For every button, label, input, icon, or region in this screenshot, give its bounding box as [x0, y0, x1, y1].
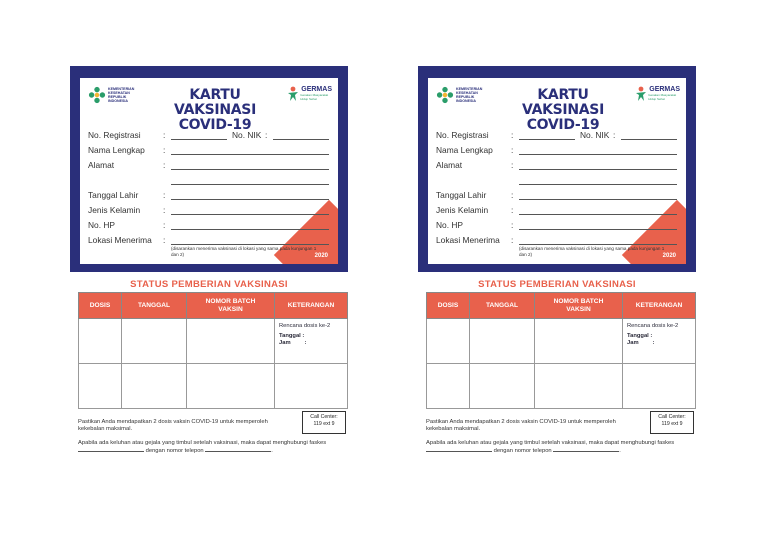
nama-line[interactable] — [171, 154, 329, 155]
field-nik-label: No. NIK — [580, 130, 610, 140]
germas-person-icon — [634, 86, 648, 102]
germas-subtitle: Gerakan Masyarakat Hidup Sehat — [300, 93, 329, 101]
cell-tanggal-1[interactable] — [470, 319, 535, 364]
cell-batch-2[interactable] — [187, 364, 275, 409]
card-year: 2020 — [662, 253, 676, 259]
status-title: STATUS PEMBERIAN VAKSINASI — [478, 279, 636, 290]
vaccination-status-table — [426, 292, 696, 409]
colon: : — [163, 160, 166, 170]
kemenkes-icon — [88, 86, 106, 104]
table-row — [427, 319, 696, 364]
kelamin-line[interactable] — [171, 214, 329, 215]
field-lokasi-label: Lokasi Menerima — [88, 235, 152, 245]
hp-line[interactable] — [171, 229, 329, 230]
card-year: 2020 — [314, 253, 328, 259]
nama-line[interactable] — [519, 154, 677, 155]
germas-logo — [634, 86, 680, 102]
field-nama-label: Nama Lengkap — [88, 145, 145, 155]
alamat-line[interactable] — [519, 169, 677, 170]
apabila-text — [426, 440, 696, 455]
colon: : — [163, 220, 166, 230]
hp-line[interactable] — [519, 229, 677, 230]
field-alamat-label: Alamat — [436, 160, 463, 170]
cell-dosis-1[interactable] — [427, 319, 470, 364]
card-title — [498, 88, 628, 133]
field-registrasi-label: No. Registrasi — [436, 130, 489, 140]
header-dosis: DOSIS — [427, 293, 470, 319]
lokasi-line[interactable] — [519, 244, 677, 245]
kemenkes-text: KEMENTERIAN KESEHATAN REPUBLIK INDONESIA — [456, 87, 483, 103]
title-line2: COVID-19 — [526, 117, 600, 133]
colon: : — [511, 145, 514, 155]
card-front-panel — [428, 78, 686, 264]
title-line1: KARTU VAKSINASI — [521, 87, 604, 118]
lahir-line[interactable] — [171, 199, 329, 200]
field-hp-label: No. HP — [436, 220, 463, 230]
vaccination-status-table — [78, 292, 348, 409]
jam-colon: : — [652, 340, 655, 346]
cell-keterangan-2[interactable] — [275, 364, 348, 409]
jam-colon: : — [304, 340, 307, 346]
header-tanggal: TANGGAL — [122, 293, 187, 319]
status-title: STATUS PEMBERIAN VAKSINASI — [130, 279, 288, 290]
germas-subtitle: Gerakan Masyarakat Hidup Sehat — [648, 93, 677, 101]
header-keterangan: KETERANGAN — [623, 293, 696, 319]
field-nama-label: Nama Lengkap — [436, 145, 493, 155]
apabila-part1: Apabila ada keluhan atau gejala yang timbul setelah vaksinasi, maka dapat menghubungi faskes — [426, 440, 675, 446]
header-batch: NOMOR BATCH VAKSIN — [535, 293, 623, 319]
faskes-blank-line[interactable] — [426, 451, 492, 452]
germas-logo — [286, 86, 332, 102]
title-line1: KARTU VAKSINASI — [173, 87, 256, 118]
header-tanggal: TANGGAL — [470, 293, 535, 319]
colon: : — [511, 235, 514, 245]
cell-batch-1[interactable] — [187, 319, 275, 364]
registrasi-line[interactable] — [519, 139, 575, 140]
title-line2: COVID-19 — [178, 117, 252, 133]
rencana-text: Rencana dosis ke-2 — [279, 323, 331, 329]
table-header-row — [79, 293, 348, 319]
card-front — [70, 66, 348, 272]
call-center-box — [650, 411, 694, 434]
cell-tanggal-1[interactable] — [122, 319, 187, 364]
germas-person-icon — [286, 86, 300, 102]
cell-tanggal-2[interactable] — [470, 364, 535, 409]
card-title — [150, 88, 280, 133]
rencana-text: Rencana dosis ke-2 — [627, 323, 679, 329]
colon: : — [511, 190, 514, 200]
colon: : — [163, 145, 166, 155]
cell-dosis-2[interactable] — [427, 364, 470, 409]
alamat-line-2[interactable] — [171, 184, 329, 185]
cell-keterangan-1[interactable] — [275, 319, 348, 364]
germas-label: GERMAS — [301, 86, 332, 93]
table-header-row — [427, 293, 696, 319]
colon: : — [613, 130, 616, 140]
alamat-line[interactable] — [171, 169, 329, 170]
apabila-part2: dengan nomor telepon — [493, 447, 552, 454]
pastikan-text: Pastikan Anda mendapatkan 2 dosis vaksin COVID-19 untuk memperoleh kekebalan maksimal. — [78, 419, 268, 433]
cell-batch-1[interactable] — [535, 319, 623, 364]
card-front-panel — [80, 78, 338, 264]
kemenkes-logo — [436, 86, 490, 104]
apabila-end: . — [271, 447, 273, 454]
kemenkes-logo — [88, 86, 142, 104]
call-center-number: 119 ext 9 — [661, 421, 683, 427]
faskes-blank-line[interactable] — [78, 451, 144, 452]
cell-keterangan-1[interactable] — [623, 319, 696, 364]
apabila-text — [78, 440, 348, 455]
apabila-end: . — [619, 447, 621, 454]
cell-dosis-1[interactable] — [79, 319, 122, 364]
table-row — [79, 319, 348, 364]
registrasi-line[interactable] — [171, 139, 227, 140]
call-center-label: Call Center: — [310, 414, 338, 420]
alamat-line-2[interactable] — [519, 184, 677, 185]
kelamin-line[interactable] — [519, 214, 677, 215]
card-front — [418, 66, 696, 272]
apabila-part1: Apabila ada keluhan atau gejala yang timbul setelah vaksinasi, maka dapat menghubungi faskes — [78, 440, 327, 446]
colon: : — [511, 160, 514, 170]
colon: : — [163, 205, 166, 215]
germas-label: GERMAS — [649, 86, 680, 93]
header-keterangan: KETERANGAN — [275, 293, 348, 319]
call-center-box — [302, 411, 346, 434]
cell-tanggal-2[interactable] — [122, 364, 187, 409]
jam-label: Jam — [627, 340, 639, 346]
field-hp-label: No. HP — [88, 220, 115, 230]
colon: : — [163, 130, 166, 140]
kemenkes-icon — [436, 86, 454, 104]
lokasi-note: (disarankan menerima vaksinasi di lokasi yang sama pada kunjungan 1 dan 2) — [519, 246, 665, 257]
kemenkes-text: KEMENTERIAN KESEHATAN REPUBLIK INDONESIA — [108, 87, 135, 103]
nik-line[interactable] — [273, 139, 329, 140]
telepon-blank-line[interactable] — [553, 451, 619, 452]
call-center-number: 119 ext 9 — [313, 421, 335, 427]
colon: : — [265, 130, 268, 140]
colon: : — [511, 130, 514, 140]
field-alamat-label: Alamat — [88, 160, 115, 170]
apabila-part2: dengan nomor telepon — [145, 447, 204, 454]
lokasi-line[interactable] — [171, 244, 329, 245]
header-batch: NOMOR BATCH VAKSIN — [187, 293, 275, 319]
colon: : — [511, 205, 514, 215]
field-lokasi-label: Lokasi Menerima — [436, 235, 500, 245]
cell-batch-2[interactable] — [535, 364, 623, 409]
field-lahir-label: Tanggal Lahir — [436, 190, 487, 200]
table-row — [427, 364, 696, 409]
call-center-label: Call Center: — [658, 414, 686, 420]
nik-line[interactable] — [621, 139, 677, 140]
tanggal-label: Tanggal : — [627, 333, 653, 339]
tanggal-label: Tanggal : — [279, 333, 305, 339]
field-kelamin-label: Jenis Kelamin — [436, 205, 489, 215]
colon: : — [163, 190, 166, 200]
telepon-blank-line[interactable] — [205, 451, 271, 452]
colon: : — [511, 220, 514, 230]
pastikan-text: Pastikan Anda mendapatkan 2 dosis vaksin COVID-19 untuk memperoleh kekebalan maksimal. — [426, 419, 616, 433]
lokasi-note: (disarankan menerima vaksinasi di lokasi yang sama pada kunjungan 1 dan 2) — [171, 246, 317, 257]
cell-dosis-2[interactable] — [79, 364, 122, 409]
header-dosis: DOSIS — [79, 293, 122, 319]
field-nik-label: No. NIK — [232, 130, 262, 140]
colon: : — [163, 235, 166, 245]
field-kelamin-label: Jenis Kelamin — [88, 205, 141, 215]
field-registrasi-label: No. Registrasi — [88, 130, 141, 140]
lahir-line[interactable] — [519, 199, 677, 200]
jam-label: Jam — [279, 340, 291, 346]
cell-keterangan-2[interactable] — [623, 364, 696, 409]
field-lahir-label: Tanggal Lahir — [88, 190, 139, 200]
table-row — [79, 364, 348, 409]
